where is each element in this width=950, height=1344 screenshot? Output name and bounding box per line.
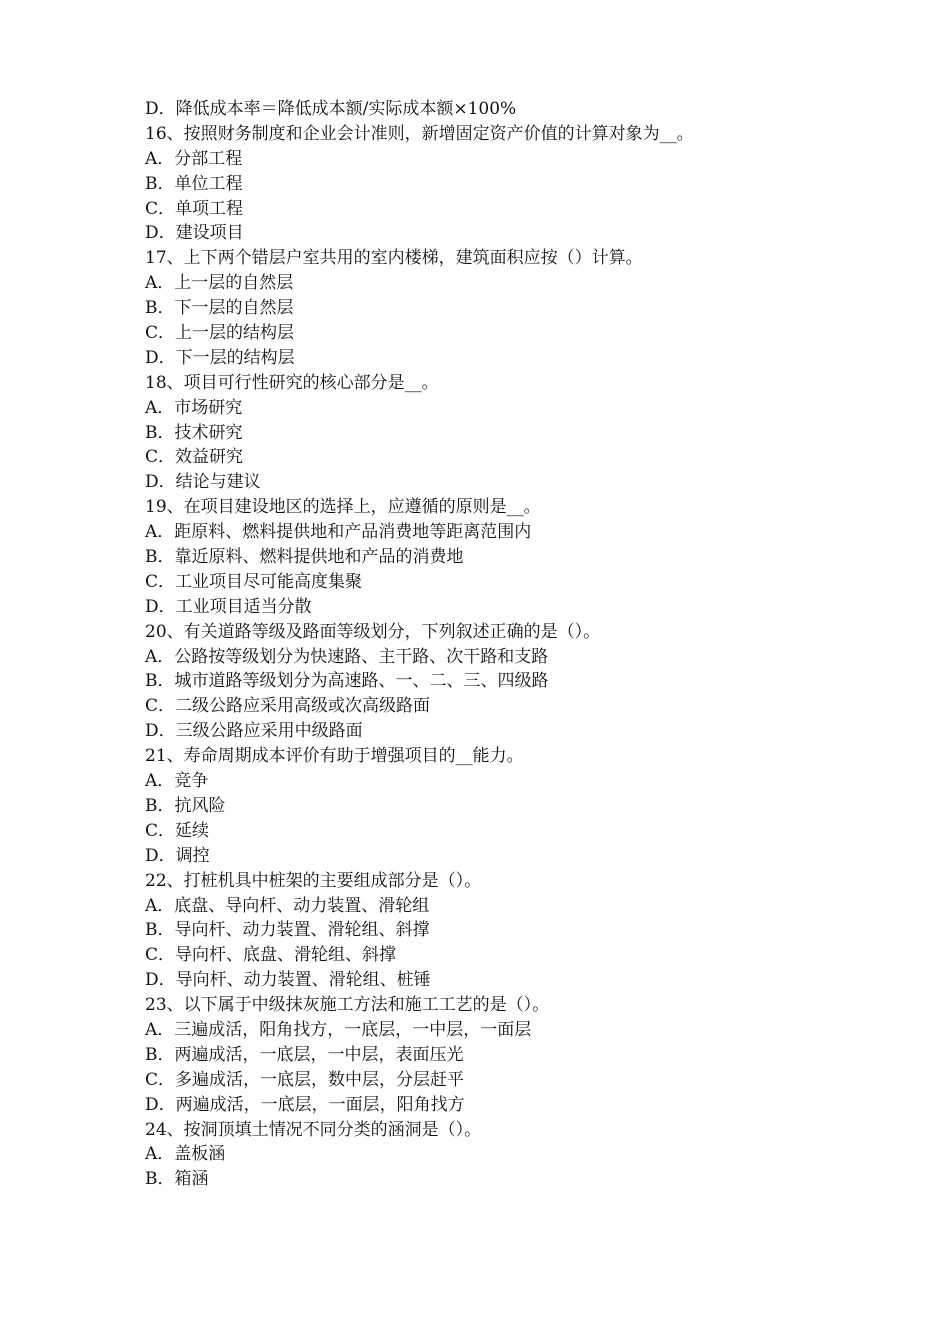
option-text: B．技术研究 (145, 422, 243, 443)
question-text: 16、按照财务制度和企业会计准则，新增固定资产价值的计算对象为__。 (145, 123, 694, 144)
option-text: C．单项工程 (145, 198, 244, 219)
option-text: C．效益研究 (145, 447, 244, 468)
question-text: 19、在项目建设地区的选择上，应遵循的原则是__。 (145, 497, 541, 518)
option-text: B．抗风险 (145, 795, 226, 816)
option-text: C．二级公路应采用高级或次高级路面 (145, 696, 431, 717)
question-text: 21、寿命周期成本评价有助于增强项目的__能力。 (145, 746, 524, 767)
question-text: 17、上下两个错层户室共用的室内楼梯，建筑面积应按（）计算。 (145, 248, 643, 269)
option-text: A．竞争 (145, 771, 209, 792)
question-text: 20、有关道路等级及路面等级划分，下列叙述正确的是（）。 (145, 621, 601, 642)
question-text: 18、项目可行性研究的核心部分是__。 (145, 372, 439, 393)
option-text: C．上一层的结构层 (145, 323, 295, 344)
option-text: B．靠近原料、燃料提供地和产品的消费地 (145, 547, 464, 568)
question-text: 23、以下属于中级抹灰施工方法和施工工艺的是（）。 (145, 995, 550, 1016)
option-text: B．箱涵 (145, 1169, 209, 1190)
option-text: D．结论与建议 (145, 472, 261, 493)
option-text: A．分部工程 (145, 148, 243, 169)
option-text: D．三级公路应采用中级路面 (145, 721, 363, 742)
option-text: A．三遍成活，阳角找方，一底层，一中层，一面层 (145, 1019, 532, 1040)
option-text: D．两遍成活，一底层，一面层，阳角找方 (145, 1094, 465, 1115)
option-text: A．距原料、燃料提供地和产品消费地等距离范围内 (145, 522, 532, 543)
option-text: A．底盘、导向杆、动力装置、滑轮组 (145, 895, 430, 916)
option-text: D．调控 (145, 845, 210, 866)
option-text: D．导向杆、动力装置、滑轮组、桩锤 (145, 970, 431, 991)
option-text: C．工业项目尽可能高度集聚 (145, 571, 363, 592)
option-text: B．导向杆、动力装置、滑轮组、斜撑 (145, 920, 430, 941)
option-text: D．建设项目 (145, 223, 244, 244)
option-text: B．城市道路等级划分为高速路、一、二、三、四级路 (145, 671, 549, 692)
option-text: A．盖板涵 (145, 1144, 226, 1165)
option-text: C．导向杆、底盘、滑轮组、斜撑 (145, 945, 397, 966)
option-text: B．两遍成活，一底层，一中层，表面压光 (145, 1044, 464, 1065)
question-text: 22、打桩机具中桩架的主要组成部分是（）。 (145, 870, 482, 891)
option-text: D．下一层的结构层 (145, 347, 295, 368)
option-text: C．延续 (145, 820, 210, 841)
document-body (145, 97, 905, 1192)
option-text: C．多遍成活，一底层，数中层，分层赶平 (145, 1069, 465, 1090)
question-text: 24、按洞顶填土情况不同分类的涵洞是（）。 (145, 1119, 482, 1140)
option-text: D．工业项目适当分散 (145, 596, 312, 617)
option-text: D．降低成本率＝降低成本额/实际成本额×100% (145, 99, 517, 119)
option-text: B．单位工程 (145, 173, 243, 194)
option-text: A．市场研究 (145, 397, 243, 418)
option-text: A．公路按等级划分为快速路、主干路、次干路和支路 (145, 646, 549, 667)
option-text: B．下一层的自然层 (145, 298, 294, 319)
option-text: A．上一层的自然层 (145, 273, 294, 294)
